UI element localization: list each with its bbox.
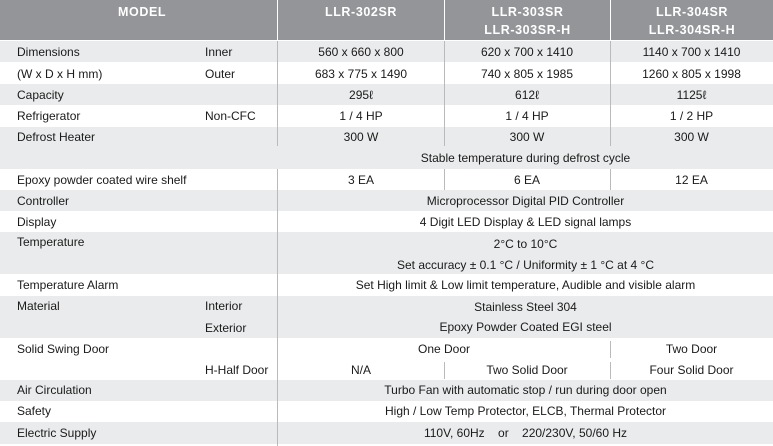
label-defrost-heater: Defrost Heater — [17, 130, 96, 144]
value-air-circulation: Turbo Fan with automatic stop / run during door open — [384, 383, 667, 397]
value-door-one: One Door — [417, 342, 471, 356]
value-capacity-303: 612ℓ — [515, 88, 539, 102]
divider-header-3 — [610, 0, 611, 41]
model-name-h: LLR-303SR-H — [484, 23, 571, 37]
label-wire-shelf: Epoxy powder coated wire shelf — [17, 173, 187, 187]
value-outer-303: 740 x 805 x 1985 — [480, 67, 574, 81]
value-inner-304: 1140 x 700 x 1410 — [642, 45, 741, 59]
label-temperature-alarm: Temperature Alarm — [17, 278, 119, 292]
model-header-label: MODEL — [118, 5, 167, 19]
value-controller: Microprocessor Digital PID Controller — [426, 194, 625, 208]
label-refrigerator: Refrigerator — [17, 109, 81, 123]
value-refrigerator-302: 1 / 4 HP — [339, 109, 383, 123]
label-safety: Safety — [17, 404, 52, 418]
value-shelf-303: 6 EA — [513, 173, 540, 187]
sublabel-interior: Interior — [205, 299, 243, 313]
sublabel-exterior: Exterior — [205, 321, 247, 335]
header-col-llr-303sr — [445, 0, 610, 40]
value-display: 4 Digit LED Display & LED signal lamps — [419, 215, 632, 229]
model-name: LLR-303SR — [491, 5, 564, 19]
value-outer-302: 683 x 775 x 1490 — [314, 67, 408, 81]
value-defrost-302: 300 W — [343, 130, 379, 144]
value-capacity-304: 1125ℓ — [676, 88, 707, 102]
value-shelf-302: 3 EA — [347, 173, 374, 187]
value-capacity-302: 295ℓ — [349, 88, 373, 102]
value-defrost-303: 300 W — [509, 130, 545, 144]
label-solid-swing-door: Solid Swing Door — [17, 342, 110, 356]
value-temperature-alarm: Set High limit & Low limit temperature, Audible and visible alarm — [355, 278, 696, 292]
label-temperature: Temperature — [17, 235, 85, 249]
label-display: Display — [17, 215, 57, 229]
model-name: LLR-302SR — [324, 5, 398, 19]
value-door-two: Two Door — [665, 342, 718, 356]
value-temperature-accuracy: Set accuracy ± 0.1 °C / Uniformity ± 1 °C at 4 °C — [397, 258, 654, 272]
value-shelf-304: 12 EA — [675, 173, 708, 187]
label-controller: Controller — [17, 194, 70, 208]
value-interior: Stainless Steel 304 — [474, 300, 577, 314]
label-air-circulation: Air Circulation — [17, 383, 92, 397]
label-capacity: Capacity — [17, 88, 64, 102]
header-col-llr-304sr — [611, 0, 773, 40]
sublabel-half-door: H-Half Door — [205, 363, 269, 377]
divider-header-1 — [277, 0, 278, 41]
value-temperature-range: 2°C to 10°C — [493, 237, 558, 251]
header-model — [0, 0, 277, 40]
header-col-llr-302sr — [278, 0, 444, 40]
value-refrigerator-304: 1 / 2 HP — [669, 109, 714, 123]
value-electric-supply: 110V, 60Hz or 220/230V, 50/60 Hz — [423, 426, 628, 440]
value-defrost-note: Stable temperature during defrost cycle — [420, 151, 631, 165]
sublabel-non-cfc: Non-CFC — [205, 109, 256, 123]
divider-header-2 — [444, 0, 445, 41]
value-inner-302: 560 x 660 x 800 — [318, 45, 404, 59]
label-electric-supply: Electric Supply — [17, 426, 97, 440]
value-half-302: N/A — [350, 363, 371, 377]
value-half-303: Two Solid Door — [486, 363, 568, 377]
value-defrost-304: 300 W — [674, 130, 709, 144]
model-name-h: LLR-304SR-H — [648, 23, 736, 37]
model-name: LLR-304SR — [655, 5, 729, 19]
value-exterior: Epoxy Powder Coated EGI steel — [439, 320, 612, 334]
sublabel-outer: Outer — [205, 67, 236, 81]
value-half-304: Four Solid Door — [649, 363, 734, 377]
label-material: Material — [17, 299, 60, 313]
sublabel-inner: Inner — [205, 45, 233, 59]
value-inner-303: 620 x 700 x 1410 — [480, 45, 574, 59]
label-dimensions: Dimensions — [17, 45, 80, 59]
value-safety: High / Low Temp Protector, ELCB, Thermal Protector — [384, 404, 666, 418]
value-refrigerator-303: 1 / 4 HP — [505, 109, 549, 123]
label-wdh: (W x D x H mm) — [17, 67, 103, 81]
value-outer-304: 1260 x 805 x 1998 — [642, 67, 741, 81]
